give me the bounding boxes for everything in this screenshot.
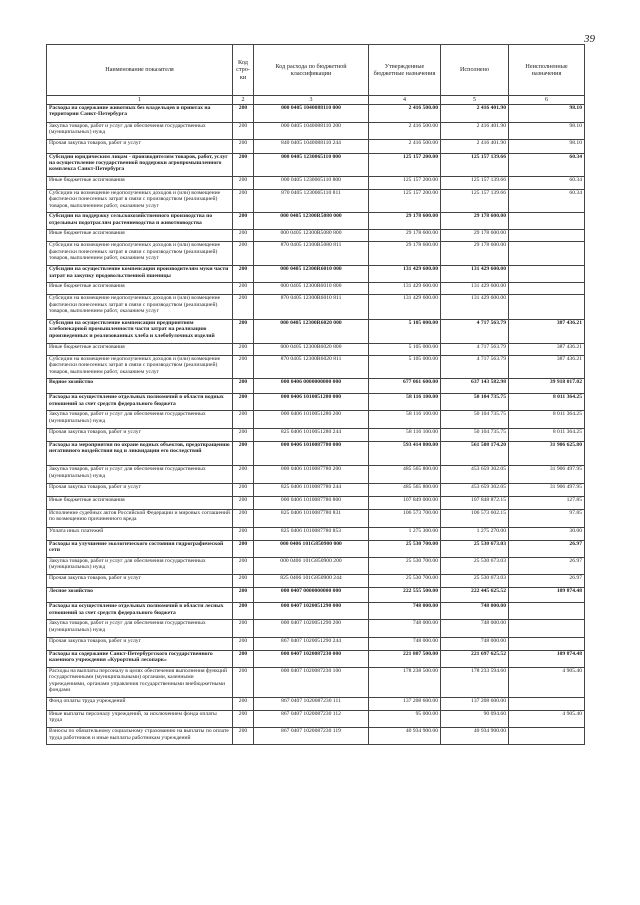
cell-kbk: 000 0406 1010051280 000	[254, 394, 369, 411]
colnum: 2	[233, 96, 254, 105]
cell-kbk: 825 0406 101G850900 244	[254, 575, 369, 588]
cell-approved: 2 416 500.00	[369, 105, 441, 123]
cell-remain: 387 436.21	[509, 319, 585, 343]
table-row	[47, 283, 585, 295]
header-code: Код стро-ки	[233, 45, 254, 96]
column-numbers-row	[47, 96, 585, 105]
table-row	[47, 441, 585, 465]
cell-name: Расходы на улучшение экологического состояния гидрографической сети	[47, 540, 233, 557]
cell-done: 453 659 302.05	[441, 466, 509, 484]
cell-kbk: 867 0407 1020051290 244	[254, 637, 369, 650]
cell-approved: 2 416 500.00	[369, 140, 441, 153]
cell-name: Расходы на содержание животных без владельцев в приютах на территории Санкт-Петербурга	[47, 105, 233, 123]
cell-approved: 106 573 700.00	[369, 510, 441, 528]
cell-approved: 25 530 700.00	[369, 575, 441, 588]
table-row	[47, 394, 585, 411]
cell-kbk: 825 0406 1010087780 244	[254, 483, 369, 496]
cell-kbk: 000 0406 1010051280 200	[254, 411, 369, 429]
table-row	[47, 575, 585, 588]
cell-name: Субсидии на возмещение недополученных доходов и (или) возмещение фактически понесенных затрат в связи с производством (реализацией) товаров, выполнением работ, оказанием услуг	[47, 189, 233, 212]
cell-code: 200	[233, 153, 254, 176]
table-row	[47, 266, 585, 283]
cell-code: 200	[233, 603, 254, 620]
cell-code: 200	[233, 651, 254, 668]
cell-code: 200	[233, 122, 254, 140]
cell-done: 131 429 600.00	[441, 295, 509, 319]
cell-name: Расходы на выплаты персоналу в целях обеспечения выполнения функций государственными (муниципальными) органами, казенными учреждениями, органами управления государственными внебюджетными фондами	[47, 667, 233, 697]
table-row	[47, 588, 585, 603]
header-kbk: Код расхода по бюджетной классификации	[254, 45, 369, 96]
cell-remain: 97.85	[509, 510, 585, 528]
cell-name: Субсидии на осуществление компенсации производителям муки части затрат на закупку продовольственной пшеницы	[47, 266, 233, 283]
cell-done: 4 717 563.79	[441, 343, 509, 355]
cell-remain: 4 905.40	[509, 667, 585, 697]
cell-kbk: 000 0407 1020051290 000	[254, 603, 369, 620]
cell-remain: 31 906 497.95	[509, 466, 585, 484]
cell-kbk: 000 0407 1020087230 000	[254, 651, 369, 668]
cell-code: 200	[233, 510, 254, 528]
cell-kbk: 000 0405 12300R5080 800	[254, 230, 369, 242]
cell-kbk: 000 0406 0000000000 000	[254, 379, 369, 394]
cell-done: 2 416 401.90	[441, 140, 509, 153]
cell-approved: 58 116 100.00	[369, 428, 441, 441]
header-done: Исполнено	[441, 45, 509, 96]
table-row	[47, 295, 585, 319]
cell-done: 131 429 600.00	[441, 266, 509, 283]
cell-code: 200	[233, 697, 254, 710]
cell-approved: 125 157 200.00	[369, 176, 441, 189]
cell-name: Иные бюджетные ассигнования	[47, 283, 233, 295]
cell-code: 200	[233, 343, 254, 355]
cell-kbk: 000 0405 12300R6020 000	[254, 319, 369, 343]
table-row	[47, 540, 585, 557]
cell-remain: 8 011 364.25	[509, 394, 585, 411]
table-row	[47, 428, 585, 441]
cell-done: 125 157 139.66	[441, 189, 509, 212]
cell-name: Прочая закупка товаров, работ и услуг	[47, 575, 233, 588]
budget-table	[46, 44, 585, 745]
cell-done: 4 717 563.79	[441, 319, 509, 343]
cell-remain: 109 874.48	[509, 588, 585, 603]
cell-code: 200	[233, 394, 254, 411]
cell-remain: 60.34	[509, 153, 585, 176]
cell-done: 90 094.60	[441, 710, 509, 728]
cell-kbk: 000 0407 1020051290 200	[254, 620, 369, 638]
cell-name: Прочая закупка товаров, работ и услуг	[47, 483, 233, 496]
table-row	[47, 242, 585, 266]
cell-name: Расходы на мероприятия по охране водных объектов, предотвращению негативного воздействия вод и ликвидации его последствий	[47, 441, 233, 465]
cell-remain	[509, 697, 585, 710]
cell-code: 200	[233, 176, 254, 189]
cell-approved: 748 000.00	[369, 620, 441, 638]
cell-remain: 26.97	[509, 575, 585, 588]
cell-remain: 60.34	[509, 189, 585, 212]
cell-code: 200	[233, 728, 254, 745]
cell-done: 106 573 602.15	[441, 510, 509, 528]
cell-approved: 58 116 100.00	[369, 411, 441, 429]
table-row	[47, 153, 585, 176]
cell-remain: 98.10	[509, 122, 585, 140]
cell-done: 29 178 600.00	[441, 242, 509, 266]
colnum: 5	[441, 96, 509, 105]
cell-remain: 387 436.21	[509, 343, 585, 355]
cell-approved: 677 061 600.00	[369, 379, 441, 394]
cell-approved: 125 157 200.00	[369, 189, 441, 212]
cell-name: Иные бюджетные ассигнования	[47, 230, 233, 242]
cell-approved: 40 934 900.00	[369, 728, 441, 745]
cell-name: Субсидии на возмещение недополученных доходов и (или) возмещение фактически понесенных затрат в связи с производством (реализацией) товаров, выполнением работ, оказанием услуг	[47, 356, 233, 379]
cell-code: 200	[233, 411, 254, 429]
cell-approved: 25 530 700.00	[369, 557, 441, 575]
cell-approved: 25 530 700.00	[369, 540, 441, 557]
cell-approved: 748 000.00	[369, 603, 441, 620]
cell-kbk: 000 0406 1010087780 800	[254, 496, 369, 509]
cell-done: 453 659 302.05	[441, 483, 509, 496]
cell-done: 748 000.00	[441, 637, 509, 650]
cell-remain	[509, 213, 585, 230]
cell-remain: 8 011 364.25	[509, 428, 585, 441]
table-row	[47, 651, 585, 668]
cell-name: Расходы на осуществление отдельных полномочий в области водных отношений за счет средств федерального бюджета	[47, 394, 233, 411]
cell-name: Субсидии на возмещение недополученных доходов и (или) возмещение фактически понесенных затрат в связи с производством (реализацией) товаров, выполнением работ, оказанием услуг	[47, 242, 233, 266]
cell-name: Иные выплаты персоналу учреждений, за исключением фонда оплаты труда	[47, 710, 233, 728]
cell-done: 29 178 600.00	[441, 213, 509, 230]
table-row	[47, 105, 585, 123]
colnum: 1	[47, 96, 233, 105]
cell-approved: 5 105 000.00	[369, 343, 441, 355]
cell-kbk: 000 0405 12300R6010 000	[254, 266, 369, 283]
cell-remain: 8 011 364.25	[509, 411, 585, 429]
cell-code: 200	[233, 319, 254, 343]
cell-kbk: 000 0405 1230065110 000	[254, 153, 369, 176]
cell-kbk: 867 0407 1020087230 119	[254, 728, 369, 745]
header-name: Наименование показателя	[47, 45, 233, 96]
cell-remain: 98.10	[509, 140, 585, 153]
cell-name: Субсидии на поддержку сельскохозяйственного производства по отдельным подотраслям растениеводства и животноводства	[47, 213, 233, 230]
cell-kbk: 870 0405 12300R5080 811	[254, 242, 369, 266]
cell-code: 200	[233, 379, 254, 394]
cell-done: 561 508 174.20	[441, 441, 509, 465]
cell-name: Субсидии юридическим лицам - производителям товаров, работ, услуг на осуществление государственной поддержки агропромышленного комплекса Санкт-Петербурга	[47, 153, 233, 176]
table-row	[47, 122, 585, 140]
cell-kbk: 825 0406 1010087780 853	[254, 527, 369, 540]
cell-name: Расходы на осуществление отдельных полномочий в области лесных отношений за счет средств федерального бюджета	[47, 603, 233, 620]
cell-code: 200	[233, 575, 254, 588]
cell-kbk: 000 0405 12300R5080 000	[254, 213, 369, 230]
cell-approved: 222 555 500.00	[369, 588, 441, 603]
cell-done: 637 143 582.98	[441, 379, 509, 394]
cell-done: 40 934 900.00	[441, 728, 509, 745]
cell-done: 25 530 673.03	[441, 557, 509, 575]
table-row	[47, 620, 585, 638]
cell-remain	[509, 283, 585, 295]
cell-code: 200	[233, 230, 254, 242]
cell-name: Уплата иных платежей	[47, 527, 233, 540]
cell-remain: 26.97	[509, 540, 585, 557]
cell-remain	[509, 266, 585, 283]
table-row	[47, 483, 585, 496]
cell-name: Закупка товаров, работ и услуг для обеспечения государственных (муниципальных) нужд	[47, 466, 233, 484]
cell-code: 200	[233, 105, 254, 123]
table-row	[47, 356, 585, 379]
cell-remain: 31 906 625.80	[509, 441, 585, 465]
cell-done: 748 000.00	[441, 620, 509, 638]
cell-approved: 137 208 600.00	[369, 697, 441, 710]
cell-done: 125 157 139.66	[441, 176, 509, 189]
table-row	[47, 230, 585, 242]
cell-code: 200	[233, 283, 254, 295]
cell-code: 200	[233, 441, 254, 465]
cell-done: 50 104 735.75	[441, 411, 509, 429]
header-remain: Неисполненные назначения	[509, 45, 585, 96]
table-body	[47, 105, 585, 745]
cell-remain: 39 918 017.02	[509, 379, 585, 394]
cell-remain	[509, 620, 585, 638]
cell-done: 2 416 401.90	[441, 122, 509, 140]
table-row	[47, 637, 585, 650]
table-row	[47, 697, 585, 710]
cell-approved: 5 105 000.00	[369, 356, 441, 379]
colnum: 3	[254, 96, 369, 105]
cell-approved: 5 105 000.00	[369, 319, 441, 343]
cell-done: 1 275 270.00	[441, 527, 509, 540]
cell-approved: 29 178 600.00	[369, 242, 441, 266]
header-approved: Утвержденные бюджетные назначения	[369, 45, 441, 96]
table-row	[47, 710, 585, 728]
cell-done: 107 848 872.15	[441, 496, 509, 509]
cell-name: Исполнение судебных актов Российской Федерации и мировых соглашений по возмещению причиненного вреда	[47, 510, 233, 528]
cell-done: 131 429 600.00	[441, 283, 509, 295]
cell-name: Прочая закупка товаров, работ и услуг	[47, 428, 233, 441]
cell-approved: 748 000.00	[369, 637, 441, 650]
cell-name: Расходы на содержание Санкт-Петербургского государственного казенного учреждения «Курортный лесопарк»	[47, 651, 233, 668]
cell-code: 200	[233, 620, 254, 638]
cell-done: 125 157 139.66	[441, 153, 509, 176]
cell-code: 200	[233, 295, 254, 319]
cell-remain	[509, 242, 585, 266]
cell-code: 200	[233, 637, 254, 650]
cell-kbk: 867 0407 1020087230 111	[254, 697, 369, 710]
cell-name: Закупка товаров, работ и услуг для обеспечения государственных (муниципальных) нужд	[47, 122, 233, 140]
cell-code: 200	[233, 356, 254, 379]
cell-code: 200	[233, 588, 254, 603]
cell-name: Закупка товаров, работ и услуг для обеспечения государственных (муниципальных) нужд	[47, 620, 233, 638]
colnum: 6	[509, 96, 585, 105]
cell-code: 200	[233, 540, 254, 557]
cell-kbk: 000 0405 1040088110 200	[254, 122, 369, 140]
cell-code: 200	[233, 710, 254, 728]
cell-remain: 26.97	[509, 557, 585, 575]
cell-name: Закупка товаров, работ и услуг для обеспечения государственных (муниципальных) нужд	[47, 557, 233, 575]
cell-code: 200	[233, 242, 254, 266]
cell-kbk: 000 0407 1020087230 100	[254, 667, 369, 697]
cell-remain: 127.85	[509, 496, 585, 509]
cell-done: 25 530 673.03	[441, 575, 509, 588]
table-row	[47, 728, 585, 745]
cell-kbk: 000 0405 12300R6020 800	[254, 343, 369, 355]
table-row	[47, 411, 585, 429]
cell-code: 200	[233, 557, 254, 575]
table-row	[47, 667, 585, 697]
cell-remain: 109 874.48	[509, 651, 585, 668]
cell-approved: 29 178 600.00	[369, 213, 441, 230]
cell-kbk: 870 0405 12300R6010 811	[254, 295, 369, 319]
table-row	[47, 343, 585, 355]
cell-name: Прочая закупка товаров, работ и услуг	[47, 637, 233, 650]
cell-done: 221 697 625.52	[441, 651, 509, 668]
cell-name: Водное хозяйство	[47, 379, 233, 394]
cell-code: 200	[233, 428, 254, 441]
cell-remain: 31 906 497.95	[509, 483, 585, 496]
cell-code: 200	[233, 189, 254, 212]
table-row	[47, 510, 585, 528]
cell-remain: 387 436.21	[509, 356, 585, 379]
cell-name: Иные бюджетные ассигнования	[47, 496, 233, 509]
table-row	[47, 496, 585, 509]
cell-approved: 178 238 500.00	[369, 667, 441, 697]
cell-code: 200	[233, 213, 254, 230]
cell-remain: 60.34	[509, 176, 585, 189]
cell-done: 25 530 673.03	[441, 540, 509, 557]
cell-code: 200	[233, 140, 254, 153]
cell-done: 50 104 735.75	[441, 394, 509, 411]
table-row	[47, 140, 585, 153]
cell-name: Субсидии на осуществление компенсации предприятиям хлебопекарной промышленности части затрат на реализацию произведенных и реализованных хлеба и хлебобулочных изделий	[47, 319, 233, 343]
cell-approved: 593 414 800.00	[369, 441, 441, 465]
page-number: 39	[584, 33, 595, 45]
cell-done: 748 000.00	[441, 603, 509, 620]
cell-done: 222 445 625.52	[441, 588, 509, 603]
cell-remain	[509, 295, 585, 319]
cell-kbk: 840 0405 1040088110 244	[254, 140, 369, 153]
cell-kbk: 000 0406 101G850900 200	[254, 557, 369, 575]
table-row	[47, 319, 585, 343]
table-row	[47, 603, 585, 620]
cell-approved: 29 178 600.00	[369, 230, 441, 242]
cell-approved: 125 157 200.00	[369, 153, 441, 176]
cell-code: 200	[233, 667, 254, 697]
cell-approved: 485 565 800.00	[369, 483, 441, 496]
cell-code: 200	[233, 466, 254, 484]
cell-name: Фонд оплаты труда учреждений	[47, 697, 233, 710]
cell-remain	[509, 728, 585, 745]
cell-approved: 107 849 000.00	[369, 496, 441, 509]
cell-kbk: 870 0405 1230065110 811	[254, 189, 369, 212]
cell-name: Закупка товаров, работ и услуг для обеспечения государственных (муниципальных) нужд	[47, 411, 233, 429]
cell-kbk: 000 0406 1010087780 000	[254, 441, 369, 465]
cell-remain	[509, 230, 585, 242]
cell-kbk: 000 0405 1040088110 000	[254, 105, 369, 123]
cell-kbk: 825 0406 1010051280 244	[254, 428, 369, 441]
table-row	[47, 466, 585, 484]
cell-name: Взносы по обязательному социальному страхованию на выплаты по оплате труда работников и иные выплаты работникам учреждений	[47, 728, 233, 745]
cell-done: 178 233 594.60	[441, 667, 509, 697]
cell-remain: 30.00	[509, 527, 585, 540]
cell-approved: 1 275 300.00	[369, 527, 441, 540]
cell-done: 29 178 600.00	[441, 230, 509, 242]
cell-approved: 131 429 600.00	[369, 283, 441, 295]
cell-approved: 221 807 500.00	[369, 651, 441, 668]
cell-remain: 4 905.40	[509, 710, 585, 728]
table-header	[47, 45, 585, 96]
cell-remain: 98.10	[509, 105, 585, 123]
cell-name: Прочая закупка товаров, работ и услуг	[47, 140, 233, 153]
cell-kbk: 000 0405 1230065110 800	[254, 176, 369, 189]
cell-kbk: 825 0406 1010087780 831	[254, 510, 369, 528]
cell-approved: 485 565 800.00	[369, 466, 441, 484]
table-row	[47, 379, 585, 394]
cell-kbk: 000 0405 12300R6010 800	[254, 283, 369, 295]
cell-code: 200	[233, 527, 254, 540]
cell-approved: 131 429 600.00	[369, 266, 441, 283]
cell-done: 4 717 563.79	[441, 356, 509, 379]
table-row	[47, 176, 585, 189]
cell-done: 50 104 735.75	[441, 428, 509, 441]
cell-name: Субсидии на возмещение недополученных доходов и (или) возмещение фактически понесенных затрат в связи с производством (реализацией) товаров, выполнением работ, оказанием услуг	[47, 295, 233, 319]
cell-approved: 58 116 100.00	[369, 394, 441, 411]
cell-approved: 95 000.00	[369, 710, 441, 728]
table-row	[47, 557, 585, 575]
table-row	[47, 189, 585, 212]
cell-approved: 2 416 500.00	[369, 122, 441, 140]
cell-name: Лесное хозяйство	[47, 588, 233, 603]
cell-name: Иные бюджетные ассигнования	[47, 176, 233, 189]
cell-kbk: 867 0407 1020087230 112	[254, 710, 369, 728]
cell-kbk: 000 0407 0000000000 000	[254, 588, 369, 603]
cell-kbk: 870 0405 12300R6020 811	[254, 356, 369, 379]
cell-code: 200	[233, 496, 254, 509]
cell-kbk: 000 0406 1010087780 200	[254, 466, 369, 484]
table-row	[47, 213, 585, 230]
cell-kbk: 000 0406 101G850900 000	[254, 540, 369, 557]
cell-done: 2 416 401.90	[441, 105, 509, 123]
cell-code: 200	[233, 266, 254, 283]
cell-name: Иные бюджетные ассигнования	[47, 343, 233, 355]
table-row	[47, 527, 585, 540]
cell-done: 137 208 600.00	[441, 697, 509, 710]
cell-code: 200	[233, 483, 254, 496]
cell-remain	[509, 637, 585, 650]
cell-approved: 131 429 600.00	[369, 295, 441, 319]
colnum: 4	[369, 96, 441, 105]
cell-remain	[509, 603, 585, 620]
